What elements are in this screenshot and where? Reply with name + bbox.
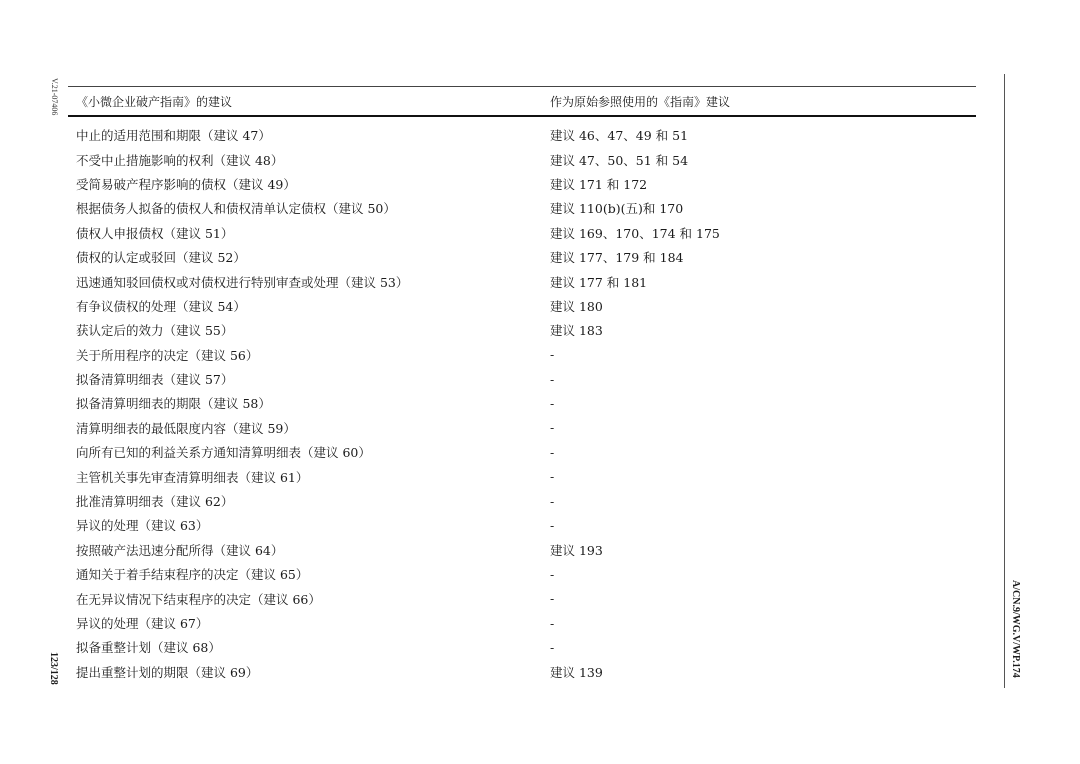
reference-cell: - xyxy=(550,347,555,363)
recommendation-cell: 拟备清算明细表（建议 57） xyxy=(76,372,234,388)
reference-cell: 建议 171 和 172 xyxy=(550,176,648,192)
reference-cell: 建议 177 和 181 xyxy=(550,274,648,290)
recommendation-cell: 按照破产法迅速分配所得（建议 64） xyxy=(76,542,284,558)
reference-cell: - xyxy=(550,493,555,509)
reference-cell: 建议 169、170、174 和 175 xyxy=(550,225,720,241)
recommendation-cell: 根据债务人拟备的债权人和债权清单认定债权（建议 50） xyxy=(76,201,396,217)
recommendation-cell: 有争议债权的处理（建议 54） xyxy=(76,298,246,314)
table-row xyxy=(68,562,976,586)
recommendation-cell: 向所有已知的利益关系方通知清算明细表（建议 60） xyxy=(76,445,371,461)
recommendation-cell: 受简易破产程序影响的债权（建议 49） xyxy=(76,176,296,192)
right-margin-rule xyxy=(1004,74,1005,688)
table-row xyxy=(68,367,976,391)
table-row xyxy=(68,196,976,220)
reference-cell: 建议 46、47、49 和 51 xyxy=(550,128,689,144)
reference-cell: - xyxy=(550,395,555,411)
recommendation-cell: 批准清算明细表（建议 62） xyxy=(76,494,234,510)
header-col-recommendation: 《小微企业破产指南》的建议 xyxy=(76,94,233,109)
recommendation-cell: 拟备清算明细表的期限（建议 58） xyxy=(76,396,271,412)
recommendation-cell: 异议的处理（建议 67） xyxy=(76,616,209,631)
table-row xyxy=(68,611,976,635)
table-row xyxy=(68,513,976,537)
table-row xyxy=(68,172,976,196)
recommendation-cell: 获认定后的效力（建议 55） xyxy=(76,323,234,339)
table-row xyxy=(68,538,976,562)
recommendation-cell: 清算明细表的最低限度内容（建议 59） xyxy=(76,420,296,436)
recommendation-cell: 迅速通知驳回债权或对债权进行特别审查或处理（建议 53） xyxy=(76,274,409,290)
table-row xyxy=(68,147,976,171)
recommendation-cell: 债权人申报债权（建议 51） xyxy=(76,225,234,241)
table-row xyxy=(68,221,976,245)
reference-cell: 建议 180 xyxy=(550,298,603,314)
table-row xyxy=(68,343,976,367)
table-row xyxy=(68,586,976,610)
reference-cell: - xyxy=(550,517,555,533)
table-row xyxy=(68,245,976,269)
table-row xyxy=(68,440,976,464)
recommendation-cell: 拟备重整计划（建议 68） xyxy=(76,640,221,656)
reference-cell: - xyxy=(550,444,555,460)
table-row xyxy=(68,489,976,513)
reference-cell: - xyxy=(550,469,555,485)
document-code: V.21-07406 xyxy=(50,78,59,116)
recommendation-cell: 债权的认定或驳回（建议 52） xyxy=(76,250,246,266)
reference-cell: 建议 139 xyxy=(550,664,603,680)
reference-cell: 建议 183 xyxy=(550,323,603,339)
reference-cell: - xyxy=(550,420,555,436)
table-row xyxy=(68,318,976,342)
reference-cell: - xyxy=(550,591,555,607)
recommendation-cell: 不受中止措施影响的权利（建议 48） xyxy=(76,152,284,168)
recommendation-cell: 提出重整计划的期限（建议 69） xyxy=(76,664,259,680)
recommendation-cell: 通知关于着手结束程序的决定（建议 65） xyxy=(76,567,309,583)
table-row xyxy=(68,123,976,147)
reference-cell: 建议 110(b)(五)和 170 xyxy=(550,201,684,217)
table-row xyxy=(68,660,976,684)
reference-cell: 建议 47、50、51 和 54 xyxy=(550,152,689,168)
table-row xyxy=(68,294,976,318)
recommendation-cell: 中止的适用范围和期限（建议 47） xyxy=(76,128,271,144)
recommendation-cell: 异议的处理（建议 63） xyxy=(76,518,209,534)
reference-cell: 建议 193 xyxy=(550,542,603,558)
recommendation-cell: 关于所用程序的决定（建议 56） xyxy=(76,347,259,363)
reference-cell: - xyxy=(550,639,555,655)
header-col-reference: 作为原始参照使用的《指南》建议 xyxy=(550,94,731,109)
recommendation-cell: 在无异议情况下结束程序的决定（建议 66） xyxy=(76,591,321,607)
reference-cell: - xyxy=(550,371,555,387)
table-row xyxy=(68,391,976,415)
table-body xyxy=(68,117,976,684)
table-row xyxy=(68,635,976,659)
recommendations-table xyxy=(68,86,976,684)
reference-cell: - xyxy=(550,566,555,582)
reference-cell: 建议 177、179 和 184 xyxy=(550,250,684,266)
table-header xyxy=(68,87,976,115)
table-row xyxy=(68,416,976,440)
document-symbol: A/CN.9/WG.V/WP.174 xyxy=(1010,580,1021,678)
table-row xyxy=(68,269,976,293)
reference-cell: - xyxy=(550,615,555,631)
page-number: 123/128 xyxy=(48,652,59,685)
table-row xyxy=(68,464,976,488)
recommendation-cell: 主管机关事先审查清算明细表（建议 61） xyxy=(76,469,309,485)
